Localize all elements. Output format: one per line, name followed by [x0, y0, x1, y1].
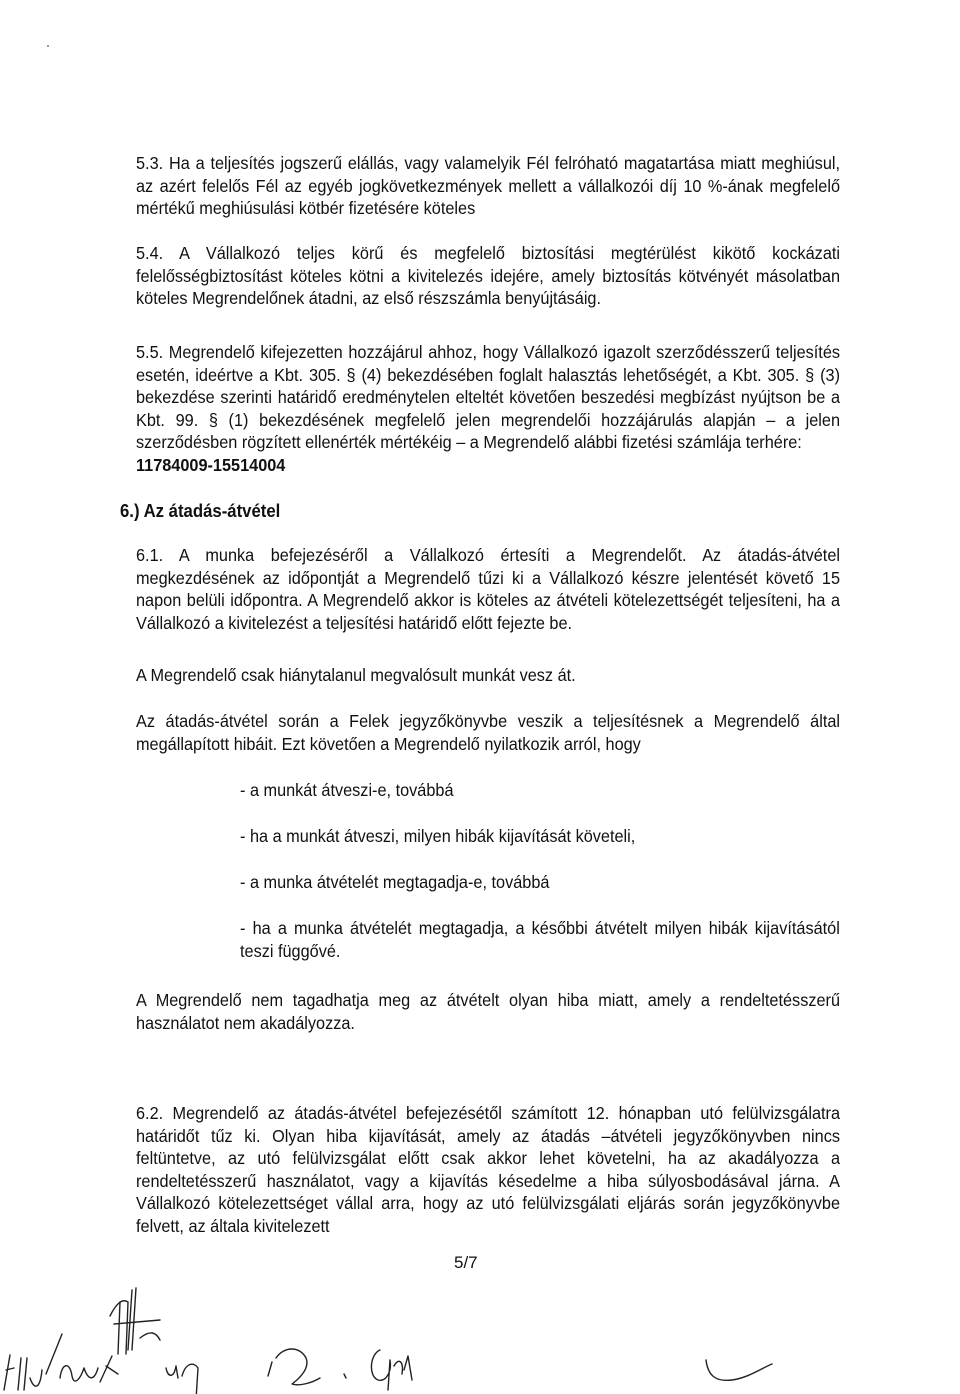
signature-7 — [371, 1350, 412, 1390]
page-number: 5/7 — [454, 1253, 478, 1272]
list-item: - a munkát átveszi-e, továbbá — [240, 780, 454, 800]
paragraph-6-2: 6.2. Megrendelő az átadás-átvétel befejezésétől számított 12. hónapban utó felülvizsgálatra határidőt tűz ki. Olyan hiba kijavítását, amely az átadás –átvételi jegyzőkönyvben nincs feltüntetve, az utó felülvizsgálat előtt csak akkor lehet követelni, ha az akadályozza a rendeltetésszerű használatot, vagy a kijavítás késedelme a hiba súlyosbodásával járna. A Vállalkozó kötelezettséget vállal arra, hogy az utó felülvizsgálati eljárás során jegyzőkönyvbe felvett, az általa kivitelezett — [136, 1103, 841, 1236]
signature-2 — [60, 1356, 118, 1382]
signature-marks — [0, 1250, 960, 1394]
signature-1 — [4, 1334, 62, 1390]
paragraph-6-1-d: A Megrendelő nem tagadhatja meg az átvételt olyan hiba miatt, amely a rendeltetésszerű használatot nem akadályozza. — [136, 990, 841, 1033]
list-item: - ha a munkát átveszi, milyen hibák kijavítását követeli, — [240, 826, 636, 846]
paragraph-5-4: 5.4. A Vállalkozó teljes körű és megfelelő biztosítási megtérülést kikötő kockázati felelősségbiztosítást köteles kötni a kivitelezés idejére, amely biztosítás kötvényét másolatban köteles Megrendelőnek átadni, az első részszámla benyújtásáig. — [136, 243, 841, 308]
list-item: - ha a munka átvételét megtagadja, a későbbi átvételt milyen hibák kijavításától teszi függővé. — [240, 918, 840, 961]
account-number: 11784009-15514004 — [136, 454, 286, 475]
signature-6 — [344, 1374, 346, 1378]
paragraph-5-5 — [136, 341, 840, 476]
signature-5 — [268, 1349, 320, 1385]
paragraph-6-1: 6.1. A munka befejezéséről a Vállalkozó értesíti a Megrendelőt. Az átadás-átvétel megkezdésének az időpontját a Megrendelő tűzi ki a Vállalkozó készre jelentését követő 15 napon belüli időpontra. A Megrendelő akkor is köteles az átvételi kötelezettségét teljesíteni, ha a Vállalkozó a kivitelezést a teljesítési határidő előtt fejezte be. — [136, 545, 841, 633]
paragraph-6-1-b: A Megrendelő csak hiánytalanul megvalósult munkát vesz át. — [136, 665, 576, 685]
paragraph-5-3: 5.3. Ha a teljesítés jogszerű elállás, vagy valamelyik Fél felróható magatartása miatt meghiúsul, az azért felelős Fél az egyéb jogkövetkezmények mellett a vállalkozói díj 10 %-ának megfelelő mértékű meghiúsulási kötbér fizetésére köteles — [136, 153, 841, 218]
scan-speck — [47, 45, 49, 47]
paragraph-6-1-c: Az átadás-átvétel során a Felek jegyzőkönyvbe veszik a teljesítésnek a Megrendelő által megállapított hibáit. Ezt követően a Megrendelő nyilatkozik arról, hogy — [136, 711, 841, 754]
signature-3 — [110, 1288, 160, 1354]
section-6-heading: 6.) Az átadás-átvétel — [120, 501, 281, 521]
signature-4 — [166, 1364, 198, 1394]
paragraph-5-5-text: 5.5. Megrendelő kifejezetten hozzájárul ahhoz, hogy Vállalkozó igazolt szerződésszerű teljesítés esetén, ideértve a Kbt. 305. § (4) bekezdésében foglalt halasztás lehetőségét, a Kbt. 305. § (3) bekezdése szerinti határidő eredménytelen elteltét követően beszedési megbízást nyújtson be a Kbt. 99. § (1) bekezdésének megfelelő jelen megrendelői hozzájárulás alapján – a jelen szerződésben rögzített ellenérték mértékéig – a Megrendelő alábbi fizetési számlája terhére: — [136, 342, 841, 452]
signature-8 — [706, 1360, 772, 1380]
list-item: - a munka átvételét megtagadja-e, továbbá — [240, 872, 550, 892]
